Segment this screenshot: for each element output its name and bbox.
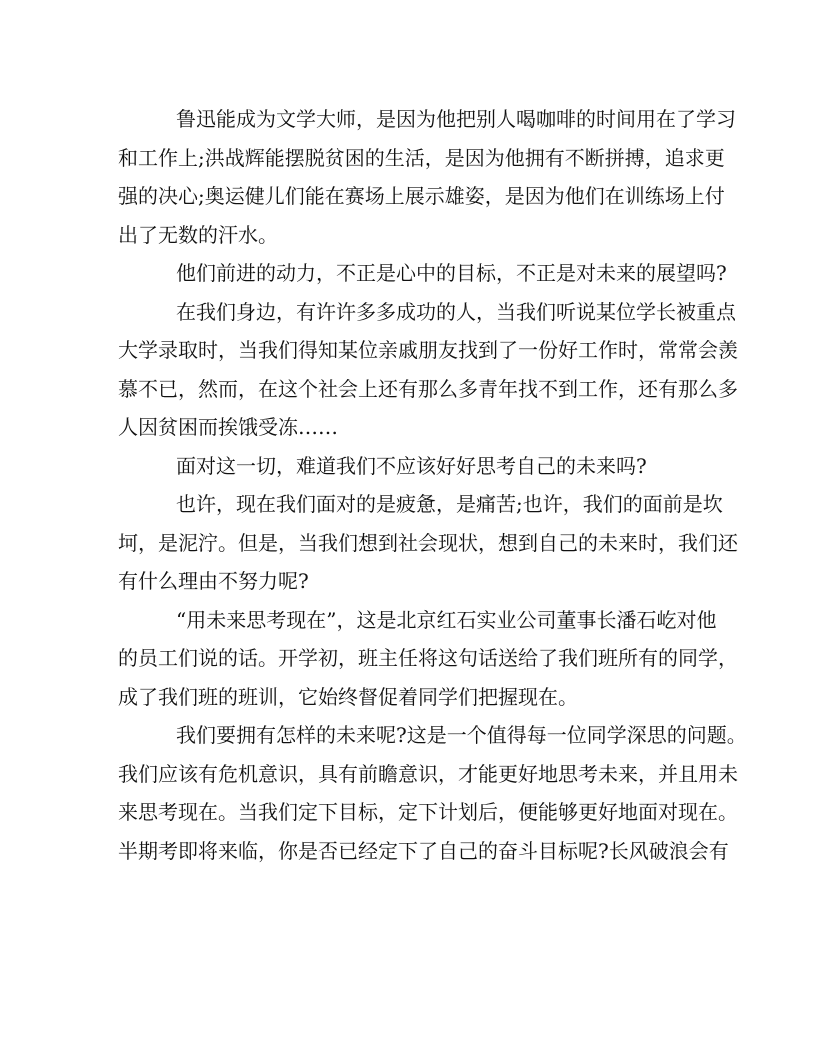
text-line: 慕不已，然而，在这个社会上还有那么多青年找不到工作，还有那么多 (118, 376, 738, 401)
text-line: 半期考即将来临，你是否已经定下了自己的奋斗目标呢?长风破浪会有 (118, 838, 729, 863)
text-line: 面对这一切，难道我们不应该好好思考自己的未来吗? (176, 453, 647, 478)
text-line: 人因贫困而挨饿受冻…… (118, 415, 338, 439)
text-line: 的员工们说的话。开学初，班主任将这句话送给了我们班所有的同学， (118, 646, 738, 670)
text-line: 在我们身边，有许许多多成功的人，当我们听说某位学长被重点 (176, 299, 736, 324)
text-line: 大学录取时，当我们得知某位亲戚朋友找到了一份好工作时，常常会羡 (118, 338, 738, 362)
text-line: 成了我们班的班训，它始终督促着同学们把握现在。 (118, 684, 578, 709)
text-line: 我们要拥有怎样的未来呢?这是一个值得每一位同学深思的问题。 (176, 723, 747, 747)
text-line: “用未来思考现在”，这是北京红石实业公司董事长潘石屹对他 (176, 607, 717, 632)
text-line: 坷，是泥泞。但是，当我们想到社会现状，想到自己的未来时，我们还 (118, 530, 738, 555)
text-line: 来思考现在。当我们定下目标，定下计划后，便能够更好地面对现在。 (118, 800, 738, 824)
text-line: 他们前进的动力，不正是心中的目标，不正是对未来的展望吗? (176, 261, 727, 285)
text-line: 强的决心;奥运健儿们能在赛场上展示雄姿，是因为他们在训练场上付 (118, 184, 725, 208)
text-line: 鲁迅能成为文学大师，是因为他把别人喝咖啡的时间用在了学习 (176, 107, 736, 131)
text-line: 我们应该有危机意识，具有前瞻意识，才能更好地思考未来，并且用未 (118, 761, 738, 786)
text-line: 也许，现在我们面对的是疲惫，是痛苦;也许，我们的面前是坎 (176, 492, 723, 516)
essay-body (118, 100, 747, 870)
text-line: 和工作上;洪战辉能摆脱贫困的生活，是因为他拥有不断拼搏，追求更 (118, 145, 725, 170)
text-line: 有什么理由不努力呢? (118, 569, 309, 593)
text-line: 出了无数的汗水。 (118, 222, 278, 247)
